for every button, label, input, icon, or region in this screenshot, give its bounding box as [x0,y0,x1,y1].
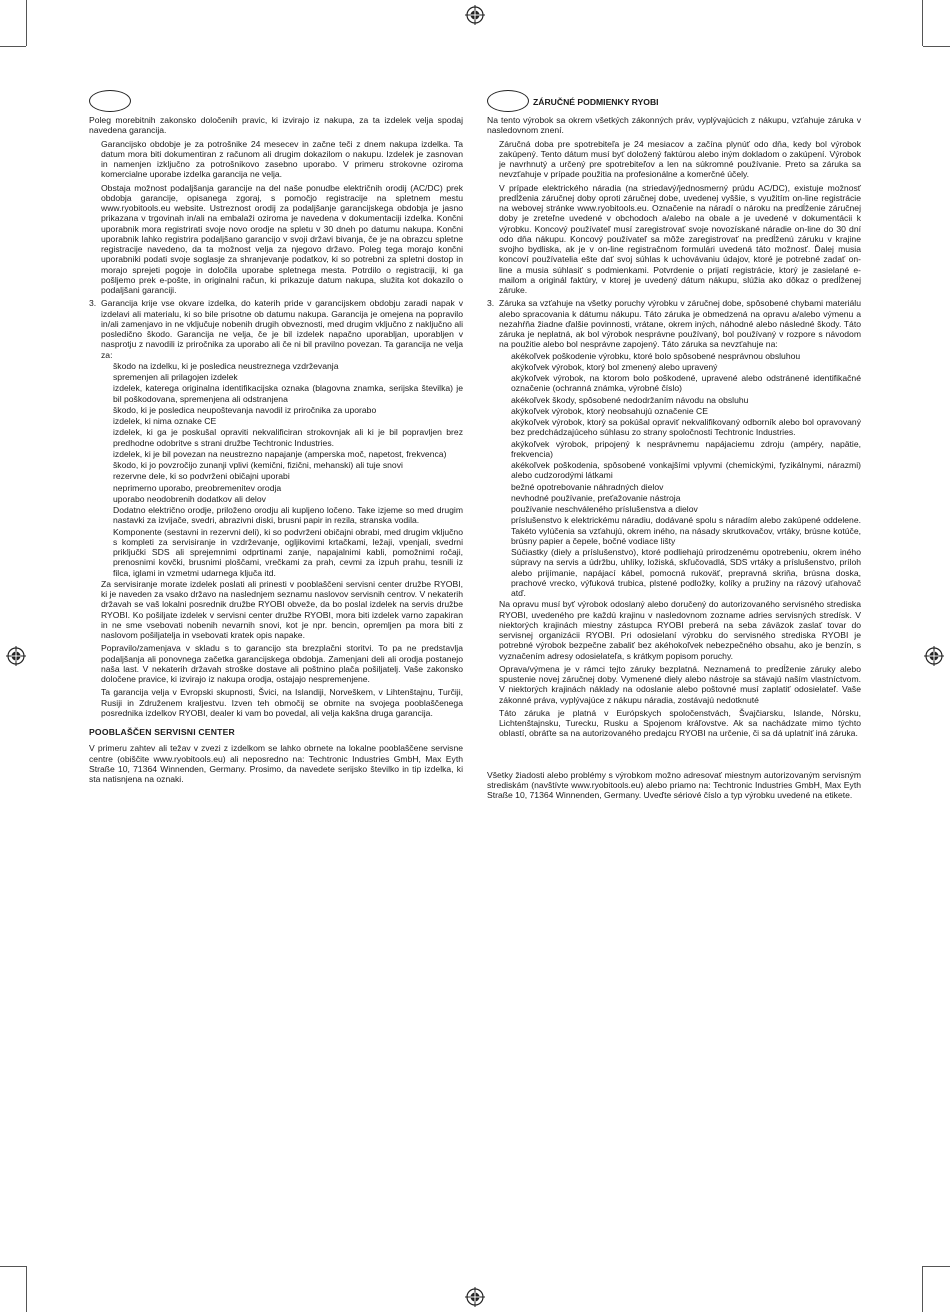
right-paragraph-5: Oprava/výmena je v rámci tejto záruky bezplatná. Neznamená to predĺženie záruky alebo spustenie novej záručnej doby. Vymenené diely alebo nástroje sa stávajú naším vlastníctvom. V niektorých krajinách náklady na odoslanie alebo poštovné musí zaplatiť odosielateľ. Vaše zákonné práva, vyplývajúce z nákupu náradia, zostávajú nedotknuté [499,663,861,705]
right-paragraph-4: Na opravu musí byť výrobok odoslaný alebo doručený do autorizovaného servisného strediska RYOBI, uvedeného pre každú krajinu v nasledovnom zozname adries servisných stredísk. V niektorých krajinách miestny zástupca RYOBI preberá na seba záväzok zaslať tovar do servisnej organizácii RYOBI. Pri odosielaní výrobku do servisného strediska RYOBI je potrebné výrobok bezpečne zabaliť bez akéhokoľvek nebezpečného obsahu, ako je benzín, s vyznačením adresy odosielateľa, s krátkym popisom poruchy. [499,599,861,661]
registration-mark-left-icon [6,646,26,666]
crop-mark-top-right [922,0,923,46]
list-item: akékoľvek poškodenie výrobku, ktoré bolo spôsobené nesprávnou obsluhou [511,350,801,361]
list-item: akýkoľvek výrobok, pripojený k nesprávnemu napájaciemu zdroju (ampéry, napätie, frekvencia) [511,438,861,459]
right-title: ZÁRUČNÉ PODMIENKY RYOBI [533,97,659,107]
right-number-3: 3. [487,298,495,309]
list-item: škodo, ki jo povzročijo zunanji vplivi (kemični, fizični, mehanski) ali tuje snovi [113,460,403,470]
list-item: akékoľvek škody, spôsobené nedodržaním návodu na obsluhu [511,394,749,405]
right-paragraph-6: Táto záruka je platná v Európskych spoločenstvách, Švajčiarsku, Islande, Nórsku, Lichtenštajnsku, Turecku, Rusku a Spojenom kráľovstve. Ak sa nachádzate mimo týchto oblastí, obráťte sa na autorizovaného predajcu RYOBI na určenie, či sa dá uplatniť iná záruka. [499,707,861,739]
list-item: Komponente (sestavni in rezervni deli), ki so podvrženi običajni obrabi, med drugim vključno s kompleti za servisiranje in vzdrževanje, ogljikovimi krtačkami, ležaji, vpenjali, svedrni priključki SDS ali sprejemnimi odprtinami zanje, napajalnimi kabli, pomožnimi ročaji, prenosnimi kovčki, brusnimi ploščami, vrečkami za prah, cevmi za izpuh prahu, tesnili iz filca, iglami in vzmetmi udarnega ključa itd. [113,526,463,578]
crop-mark-bottom-right-h [923,1266,950,1267]
list-item: izdelek, ki ga je poskušal opraviti nekvalificiran strokovnjak ali ki je bil popravljen brez predhodne odobritve s strani družbe Techtronic Industries. [113,427,463,448]
list-item: Súčiastky (diely a príslušenstvo), ktoré podliehajú prirodzenému opotrebeniu, okrem iného súpravy na servis a údržbu, uhlíky, ložiská, skľučovadlá, SDS vrtáky a príslušenstvo, príloh alebo prijímanie, napájací kábel, pomocná rukoväť, prepravná skriňa, brúsna doska, prachové vrecko, výfuková trubica, plstené podložky, kolíky a pružiny na rázový uťahovač atď. [511,547,861,598]
right-numbered-3-text: Záruka sa vzťahuje na všetky poruchy výrobku v záručnej dobe, spôsobené chybami materiálu alebo spracovania k dátumu nákupu. Táto záruka je obmedzená na opravu a/alebo výmenu a nezahŕňa žiadne ďalšie povinnosti, vrátane, okrem iných, náhodné alebo následné škody. Táto záruka je neplatná, ak bol výrobok nesprávne používaný, bol používaný v rozpore s návodom na použitie alebo bol nesprávne zapojený. Táto záruka sa nevzťahuje na: [499,298,861,350]
language-oval [487,90,529,112]
right-intro: Na tento výrobok sa okrem všetkých zákonných práv, vyplývajúcich z nákupu, vzťahuje záruka v nasledovnom znení. [487,115,861,136]
crop-mark-top-right-h [923,46,950,47]
list-item: akýkoľvek výrobok, ktorý bol zmenený alebo upravený [511,361,718,372]
left-paragraph-4: Za servisiranje morate izdelek poslati ali prinesti v pooblaščeni servisni center družbe RYOBI, ki je naveden za vsako državo na naslednjem seznamu naslovov servisnih centrov. V nekaterih državah se vaš lokalni posrednik družbe RYOBI obveže, da bo poslal izdelek na servis družbe RYOBI. Ko pošiljate izdelek v servisni center družbe RYOBI, mora biti izdelek varno zapakiran in ne sme vsebovati nobenih nevarnih snovi, kot je npr. bencin, opremljen pa mora biti z naslovom pošiljatelja in vsebovati kratek opis napake. [101,578,463,640]
left-section-text: V primeru zahtev ali težav v zvezi z izdelkom se lahko obrnete na lokalne pooblaščene servisne centre (obiščite www.ryobitools.eu) ali neposredno na: Techtronic Industries GmbH, Max Eyth Straße 10, 71364 Winnenden, Germany. Prosimo, da navedete serijsko številko in tip izdelka, ki sta natisnjena na oznaki. [89,743,463,784]
registration-mark-bottom-icon [465,1287,485,1307]
registration-mark-right-icon [924,646,944,666]
left-paragraph-5: Popravilo/zamenjava v skladu s to garancijo sta brezplačni storitvi. To pa ne predstavlja podaljšanja ali ponovnega začetka garancijskega obdobja. Zamenjani deli ali orodja postanejo naša last. V nekaterih državah stroške dostave ali poštnino plača pošiljatelj. Vaše zakonsko določene pravice, ki izvirajo iz nakupa orodja, ostajajo nespremenjene. [101,643,463,684]
list-item: akýkoľvek výrobok, ktorý neobsahujú označenie CE [511,405,708,416]
left-header [89,90,463,112]
left-paragraph-6: Ta garancija velja v Evropski skupnosti, Švici, na Islandiji, Norveškem, v Lihtenštajnu, Turčiji, Rusiji in Združenem kraljestvu. Izven teh območij se obrnite na svojega pooblaščenega posrednika izdelkov RYOBI, dealer ki vam bo povedal, ali velja kakšna druga garancija. [101,687,463,718]
list-item: akýkoľvek výrobok, ktorý sa pokúšal opraviť nekvalifikovaný odborník alebo bol opravovaný bez predchádzajúceho súhlasu zo strany spoločnosti Techtronic Industries. [511,417,861,438]
left-number-3: 3. [89,298,97,309]
left-paragraph-1: Garancijsko obdobje je za potrošnike 24 mesecev in začne teči z dnem nakupa izdelka. Ta datum mora biti dokumentiran z računom ali drugim dokazilom o nakupu. Izdelek je zasnovan in namenjen izključno za potrošnikovo zasebno uporabo. V primeru strokovne oziroma komercialne uporabe izdelka garancija ne velja. [101,138,463,180]
left-intro: Poleg morebitnih zakonsko določenih pravic, ki izvirajo iz nakupa, za ta izdelek velja spodaj navedena garancija. [89,115,463,136]
list-item: príslušenstvo k elektrickému náradiu, dodávané spolu s náradím alebo zakúpené oddelene. Takéto vylúčenia sa vzťahujú, okrem iného, na násady skrutkovačov, vrtáky, brúsne kotúče, brúsny papier a čepele, bočné vodiace lišty [511,515,861,546]
crop-mark-top-left [26,0,27,46]
crop-mark-top-left-h [0,46,26,47]
list-item: uporabo neodobrenih dodatkov ali delov [113,493,266,504]
list-item: používanie neschváleného príslušenstva a dielov [511,504,698,514]
list-item: akékoľvek poškodenia, spôsobené vonkajšími vplyvmi (chemickými, fyzikálnymi, nárazmi) alebo cudzorodými látkami [511,460,861,481]
list-item: akýkoľvek výrobok, na ktorom bolo poškodené, upravené alebo odstránené identifikačné označenie (ochranná známka, výrobné číslo) [511,373,861,394]
right-paragraph-2: V prípade elektrického náradia (na striedavý/jednosmerný prúdu AC/DC), existuje možnosť predĺženia záručnej doby oproti záručnej dobe, uvedenej vyššie, s využitím on-line registrácie na webovej stránke www.ryobitools.eu. Označenie na náradí o nároku na predĺženie záručnej doby je zreteľne uvedené v obchodoch a/alebo na obale a je uvedené v dokumentácii k výrobku. Koncový používateľ musí zaregistrovať svoje novozískané náradie on-line do 30 dní odo dňa nákupu. Koncový používateľ sa môže zaregistrovať na predĺženú záruku v krajine svojho bydliska, ak je v on-line registračnom formulári uvedená táto možnosť. Ďalej musia koncoví používatelia ešte dať svoj súhlas k uchovávaniu údajov, ktoré je potrebné zadať on-line a musia súhlasiť s podmienkami. Potvrdenie o prijatí registrácie, ktorý je zasielané e-mailom a originál faktúry, v ktorej je uvedený dátum nákupu, slúžia ako dôkaz o predĺženej záruke. [499,182,861,295]
list-item: Dodatno električno orodje, priloženo orodju ali kupljeno ločeno. Take izjeme so med drugim nastavki za izvijače, svedri, abrazivni diski, brusni papir in rezila, stranska vodila. [113,505,463,526]
left-section-title: POOBLAŠČEN SERVISNI CENTER [89,727,235,737]
crop-mark-bottom-left-h [0,1266,26,1267]
list-item: izdelek, katerega originalna identifikacijska oznaka (blagovna znamka, serijska številka) je bil poškodovana, spremenjena ali odstranjena [113,383,463,404]
left-numbered-3 [89,298,463,360]
left-paragraph-2: Obstaja možnost podaljšanja garancije na del naše ponudbe električnih orodij (AC/DC) prek obdobja garancije, opisanega zgoraj, s pomočjo registracije na spletnem mestu www.ryobitools.eu website. Ustreznost orodij za podaljšanje garancijskega obdobja je jasno prikazana v trgovinah in/ali na embalaži oziroma je navedena v dokumentaciji izdelka. Končni uporabnik mora registrirati svoje novo orodje na spletu v 30 dneh po datumu nakupa. Končni uporabnik lahko registrira podaljšano garancijo v svoji državi bivanja, če je na obrazcu spletne registracije navedeno, da ta možnost velja za njegovo državo. Poleg tega morajo končni uporabniki podati svoje soglasje za shranjevanje podatkov, ki so potrebni za spletni dostop in morajo sprejeti pogoje in določila uporabe spletnega mesta. Potrdilo o registraciji, ki ga pošljemo prek e-pošte, in originalni račun, ki prikazuje datum nakupa, služita kot dokazilo o podaljšani garanciji. [101,182,463,295]
registration-mark-top-icon [465,5,485,25]
list-item: nevhodné používanie, preťažovanie nástroja [511,492,681,503]
right-header [487,90,861,112]
list-item: izdelek, ki je bil povezan na neustrezno napajanje (amperska moč, napetost, frekvenca) [113,448,447,459]
list-item: škodo, ki je posledica neupoštevanja navodil iz priročnika za uporabo [113,404,377,415]
list-item: izdelek, ki nima oznake CE [113,416,217,426]
right-numbered-3 [487,298,861,349]
list-item: rezervne dele, ki so podvrženi običajni uporabi [113,471,290,482]
language-oval [89,90,131,112]
list-item: bežné opotrebovanie náhradných dielov [511,481,664,492]
right-paragraph-1: Záručná doba pre spotrebiteľa je 24 mesiacov a začína plynúť odo dňa, kedy bol výrobok zakúpený. Tento dátum musí byť doložený faktúrou alebo iným dokladom o zakúpení. Výrobok je navrhnutý a určený pre spotrebiteľov a len na súkromné používanie. Preto sa záruka sa nevzťahuje v prípade použitia na profesionálne a komerčné účely. [499,138,861,180]
left-numbered-3-text: Garancija krije vse okvare izdelka, do katerih pride v garancijskem obdobju zaradi napak v izdelavi ali materialu, ki so bile prisotne ob datumu nakupa. Garancija je omejena na popravilo in/ali zamenjavo in ne vključuje nobenih drugih obveznosti, med drugim vključno z naključno ali posledično škodo. Garancija ne velja, če je bil izdelek napačno uporabljan, uporabljen v nasprotju z navodili iz priročnika za uporabo ali če ni bil pravilno povezan. Ta garancija ne velja za: [101,298,463,360]
right-column-slovak [487,90,861,803]
right-contact-text: Všetky žiadosti alebo problémy s výrobkom možno adresovať miestnym autorizovaným servisným strediskám (navštívte www.ryobitools.eu) alebo priamo na: Techtronic Industries GmbH, Max Eyth Straße 10, 71364 Winnenden, Germany. Uveďte sériové číslo a typ výrobku uvedené na etikete. [487,769,861,800]
crop-mark-bottom-right [922,1266,923,1312]
list-item: škodo na izdelku, ki je posledica neustreznega vzdrževanja [113,360,339,371]
list-item: neprimerno uporabo, preobremenitev orodja [113,482,282,493]
spacer [487,742,861,770]
crop-mark-bottom-left [26,1266,27,1312]
left-column-slovenian [89,90,463,787]
list-item: spremenjen ali prilagojen izdelek [113,372,238,382]
